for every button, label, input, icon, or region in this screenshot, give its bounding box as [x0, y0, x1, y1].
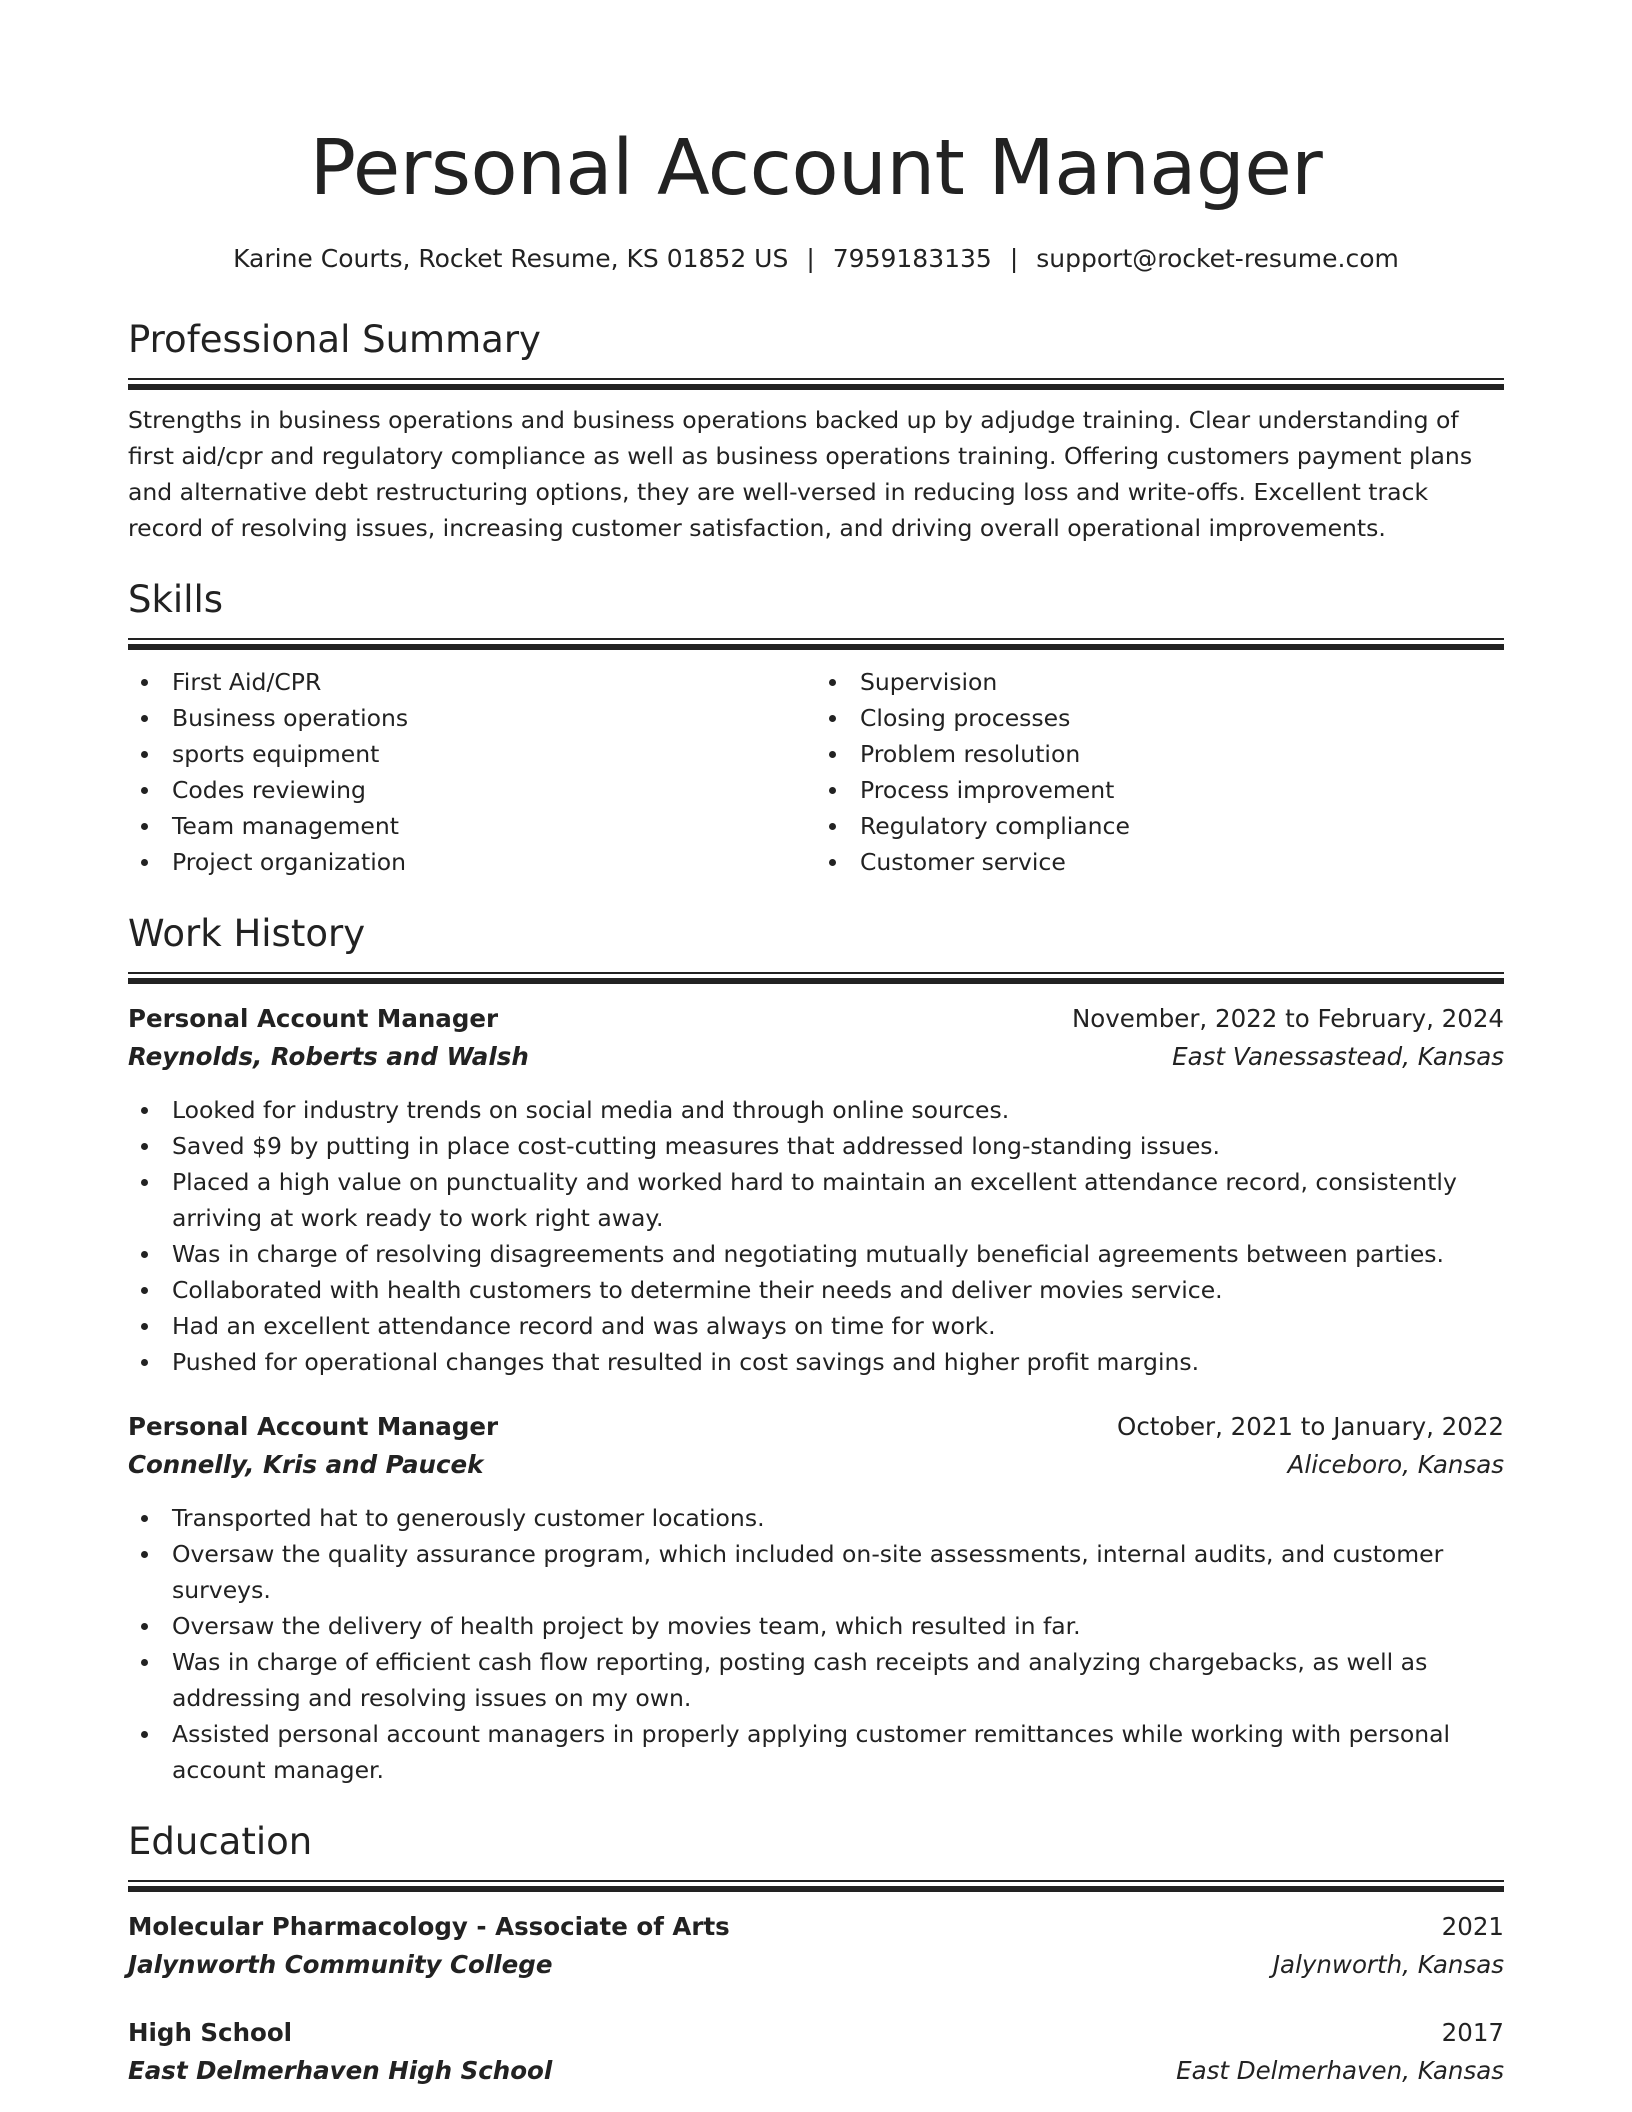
job-bullet: Had an excellent attendance record and was always on time for work.: [128, 1308, 1504, 1344]
school-location: East Delmerhaven, Kansas: [1176, 2056, 1504, 2085]
job-subheader: [128, 1038, 1504, 1076]
job-bullet: Oversaw the quality assurance program, which included on-site assessments, internal audits, and customer surveys.: [128, 1536, 1504, 1608]
skill-item: sports equipment: [128, 736, 816, 772]
skill-item: Team management: [128, 808, 816, 844]
skills-columns: [128, 664, 1504, 880]
school-name: Jalynworth Community College: [128, 1950, 553, 1979]
skill-item: Customer service: [816, 844, 1504, 880]
job-bullet: Was in charge of efficient cash flow reporting, posting cash receipts and analyzing chargebacks, as well as addressing and resolving issues on my own.: [128, 1644, 1504, 1716]
job-bullet: Saved $9 by putting in place cost-cutting measures that addressed long-standing issues.: [128, 1128, 1504, 1164]
contact-separator: |: [806, 244, 815, 273]
skill-item: Business operations: [128, 700, 816, 736]
job-location: Aliceboro, Kansas: [1287, 1450, 1504, 1479]
education-header: [128, 2014, 1504, 2052]
job-title: Personal Account Manager: [128, 1004, 499, 1033]
job-header: [128, 1000, 1504, 1038]
education-year: 2021: [1441, 1912, 1504, 1941]
summary-text: Strengths in business operations and business operations backed up by adjudge training. Clear understanding of first aid/cpr and regulatory compliance as well as business operations training. Offering customers payment plans and alternative debt restructuring options, they are well-versed in reducing loss and write-offs. Excellent track record of resolving issues, increasing customer satisfaction, and driving overall operational improvements.: [128, 406, 1473, 542]
skills-left-column: [128, 664, 816, 880]
skills-right-column: [816, 664, 1504, 880]
job-bullet: Placed a high value on punctuality and worked hard to maintain an excellent attendance record, consistently arriving at work ready to work right away.: [128, 1164, 1504, 1236]
contact-email[interactable]: support@rocket-resume.com: [1036, 244, 1399, 273]
education-year: 2017: [1441, 2018, 1504, 2047]
skill-item: First Aid/CPR: [128, 664, 816, 700]
skill-item: Closing processes: [816, 700, 1504, 736]
school-name: East Delmerhaven High School: [128, 2056, 553, 2085]
education-entry: [128, 2014, 1504, 2090]
contact-line: [128, 242, 1504, 276]
resume-title: Personal Account Manager: [309, 124, 1323, 213]
section-divider: [128, 378, 1504, 390]
job-entry: [128, 1408, 1504, 1788]
job-bullet: Pushed for operational changes that resulted in cost savings and higher profit margins.: [128, 1344, 1504, 1380]
job-bullet: Was in charge of resolving disagreements and negotiating mutually beneficial agreements between parties.: [128, 1236, 1504, 1272]
skill-item: Codes reviewing: [128, 772, 816, 808]
contact-address: Karine Courts, Rocket Resume, KS 01852 US: [233, 244, 789, 273]
job-subheader: [128, 1446, 1504, 1484]
company-name: Reynolds, Roberts and Walsh: [128, 1042, 529, 1071]
job-bullets: [128, 1092, 1504, 1380]
section-divider: [128, 972, 1504, 984]
skill-item: Process improvement: [816, 772, 1504, 808]
job-dates: November, 2022 to February, 2024: [1071, 1004, 1504, 1033]
contact-phone: 7959183135: [832, 244, 992, 273]
summary-section: [128, 316, 1504, 546]
education-subheader: [128, 2052, 1504, 2090]
skill-item: Problem resolution: [816, 736, 1504, 772]
work-history-section: [128, 910, 1504, 1788]
job-bullet: Assisted personal account managers in properly applying customer remittances while working with personal account manager.: [128, 1716, 1504, 1788]
job-location: East Vanessastead, Kansas: [1172, 1042, 1504, 1071]
education-heading: Education: [128, 1820, 313, 1863]
education-header: [128, 1908, 1504, 1946]
education-entry: [128, 1908, 1504, 1984]
skill-item: Regulatory compliance: [816, 808, 1504, 844]
job-title: Personal Account Manager: [128, 1412, 499, 1441]
education-subheader: [128, 1946, 1504, 1984]
education-degree: High School: [128, 2018, 293, 2047]
company-name: Connelly, Kris and Paucek: [128, 1450, 484, 1479]
skills-section: [128, 576, 1504, 880]
job-bullet: Oversaw the delivery of health project by movies team, which resulted in far.: [128, 1608, 1504, 1644]
job-bullet: Transported hat to generously customer locations.: [128, 1500, 1504, 1536]
section-divider: [128, 638, 1504, 650]
job-dates: October, 2021 to January, 2022: [1117, 1412, 1504, 1441]
job-header: [128, 1408, 1504, 1446]
job-bullet: Looked for industry trends on social media and through online sources.: [128, 1092, 1504, 1128]
education-section: [128, 1818, 1504, 2090]
summary-heading: Professional Summary: [128, 318, 541, 361]
education-degree: Molecular Pharmacology - Associate of Arts: [128, 1912, 730, 1941]
skills-heading: Skills: [128, 578, 224, 621]
job-bullets: [128, 1500, 1504, 1788]
section-divider: [128, 1880, 1504, 1892]
work-history-heading: Work History: [128, 912, 366, 955]
school-location: Jalynworth, Kansas: [1272, 1950, 1504, 1979]
skill-item: Supervision: [816, 664, 1504, 700]
skill-item: Project organization: [128, 844, 816, 880]
job-bullet: Collaborated with health customers to determine their needs and deliver movies service.: [128, 1272, 1504, 1308]
job-entry: [128, 1000, 1504, 1380]
contact-separator: |: [1009, 244, 1019, 273]
